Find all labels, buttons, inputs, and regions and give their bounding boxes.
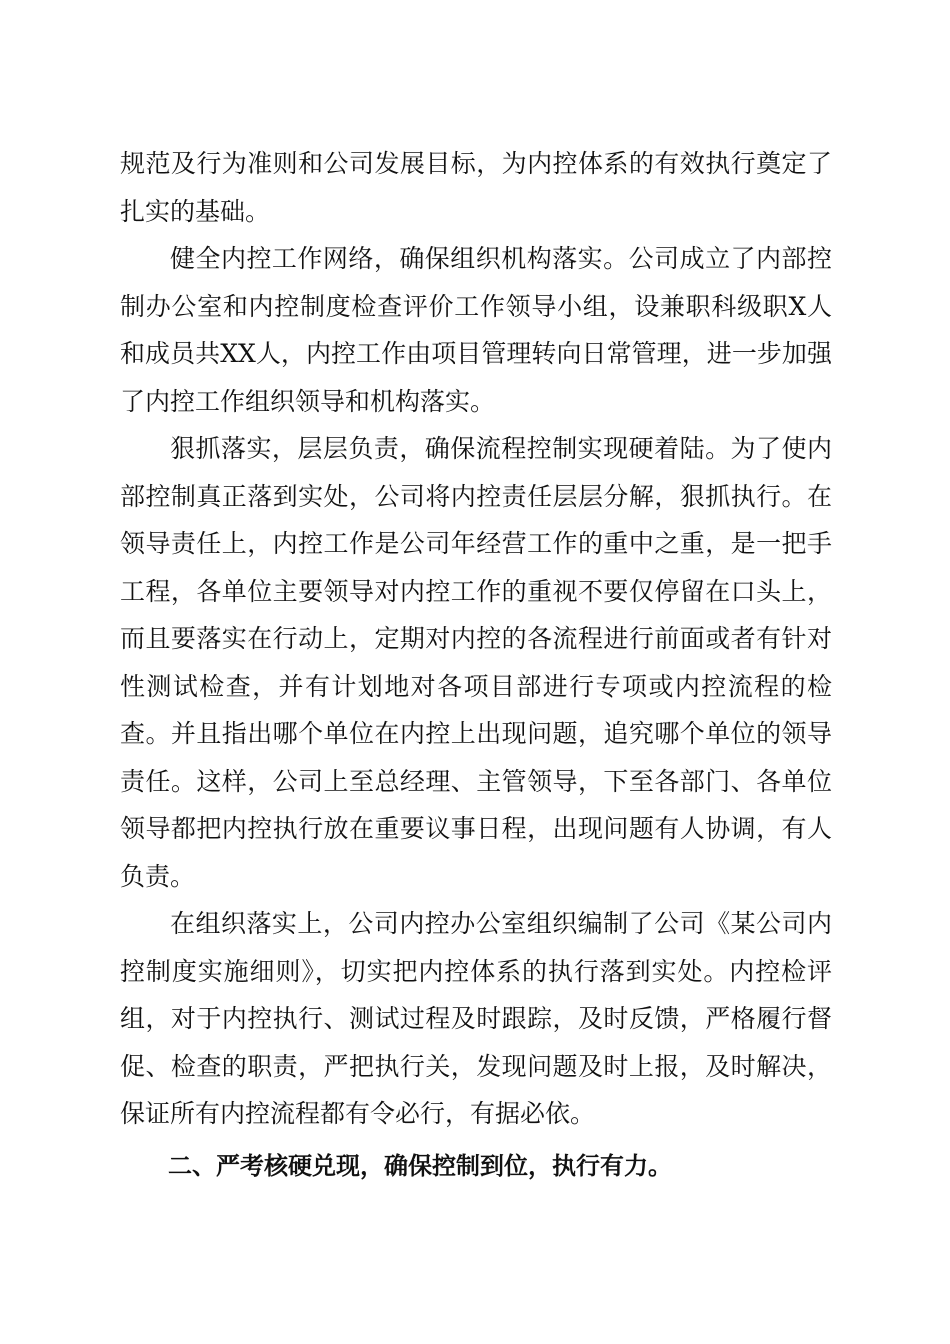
paragraph-responsibility-implementation: 狠抓落实，层层负责，确保流程控制实现硬着陆。为了使内部控制真正落到实处，公司将内控责任层层分解，狠抓执行。在领导责任上，内控工作是公司年经营工作的重中之重，是一把手工程，各单位主要领导对内控工作的重视不要仅停留在口头上，而且要落实在行动上，定期对内控的各流程进行前面或者有针对性测试检查，并有计划地对各项目部进行专项或内控流程的检查。并且指出哪个单位在内控上出现问题，追究哪个单位的领导责任。这样，公司上至总经理、主管领导，下至各部门、各单位领导都把内控执行放在重要议事日程，出现问题有人协调，有人负责。 bbox=[120, 434, 832, 891]
paragraph-continuation: 规范及行为准则和公司发展目标，为内控体系的有效执行奠定了扎实的基础。 bbox=[120, 149, 832, 226]
paragraph-internal-control-network: 健全内控工作网络，确保组织机构落实。公司成立了内部控制办公室和内控制度检查评价工作领导小组，设兼职科级职X人和成员共XX人，内控工作由项目管理转向日常管理，进一步加强了内控工作组织领导和机构落实。 bbox=[120, 244, 832, 416]
document-body bbox=[120, 140, 832, 1190]
paragraph-organization-implementation: 在组织落实上，公司内控办公室组织编制了公司《某公司内控制度实施细则》，切实把内控体系的执行落到实处。内控检评组，对于内控执行、测试过程及时跟踪，及时反馈，严格履行督促、检查的职责，严把执行关，发现问题及时上报，及时解决，保证所有内控流程都有令必行，有据必依。 bbox=[120, 909, 832, 1128]
section-heading: 二、严考核硬兑现，确保控制到位，执行有力。 bbox=[168, 1151, 672, 1180]
